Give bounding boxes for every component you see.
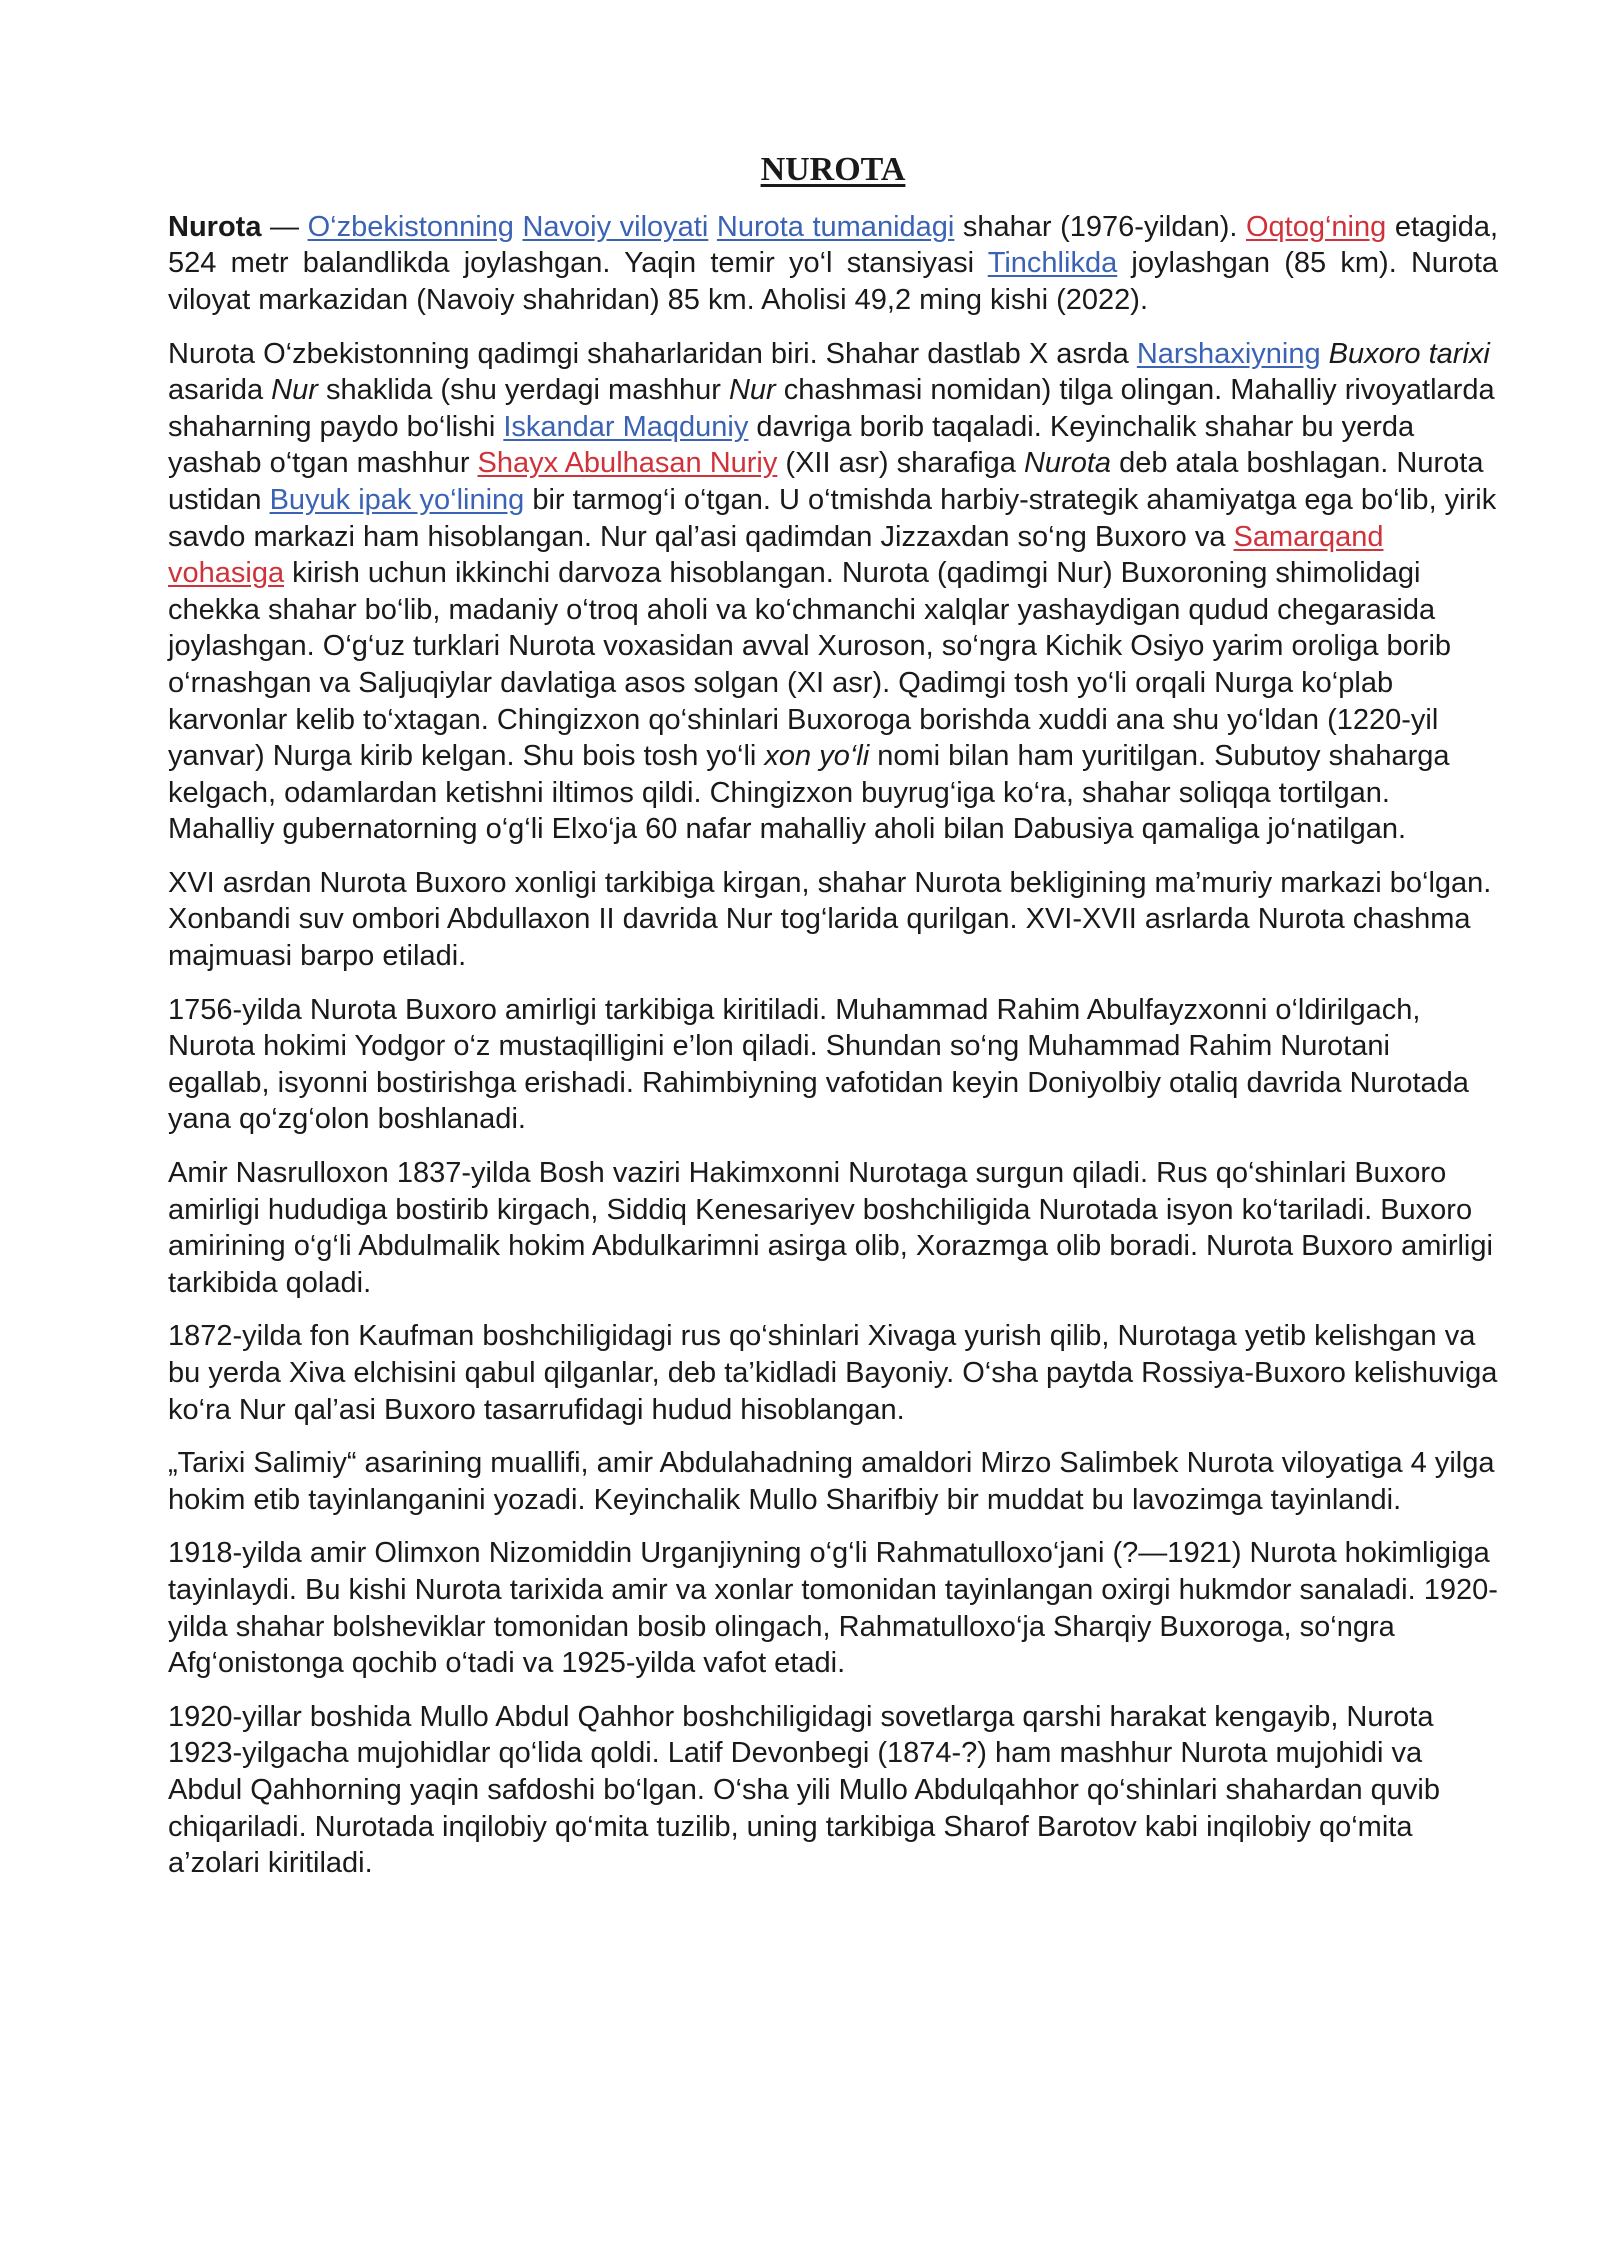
- link-uzbekiston[interactable]: O‘zbekistonning: [307, 210, 514, 243]
- paragraph-1918: 1918-yilda amir Olimxon Nizomiddin Urganjiyning o‘g‘li Rahmatulloxo‘jani (?—1921) Nurota hokimligiga tayinlaydi. Bu kishi Nurota tarixida amir va xonlar tomonidan tayinlangan oxirgi hukmdor sanaladi. 1920-yilda shahar bolsheviklar tomonidan bosib olingach, Rahmatulloxo‘ja Sharqiy Buxoroga, so‘ngra Afg‘onistonga qochib o‘tadi va 1925-yilda vafot etadi.: [168, 1537, 1498, 1680]
- paragraph-1837: Amir Nasrulloxon 1837-yilda Bosh vaziri Hakimxonni Nurotaga surgun qiladi. Rus qo‘shinlari Buxoro amirligi hududiga bostirib kirgach, Siddiq Kenesariyev boshchiligida Nurotada isyon ko‘tariladi. Buxoro amirining o‘g‘li Abdulmalik hokim Abdulkarimni asirga olib, Xorazmga olib boradi. Nurota Buxoro amirligi tarkibida qoladi.: [168, 1157, 1493, 1299]
- link-oqtog[interactable]: Oqtog‘ning: [1245, 210, 1387, 243]
- paragraph-tarixi-salimiy: „Tarixi Salimiy“ asarining muallifi, amir Abdulahadning amaldori Mirzo Salimbek Nurota viloyatiga 4 yilga hokim etib tayinlanganini yozadi. Keyinchalik Mullo Sharifbiy bir muddat bu lavozimga tayinlandi.: [168, 1447, 1495, 1516]
- paragraph-xvi-century: XVI asrdan Nurota Buxoro xonligi tarkibiga kirgan, shahar Nurota bekligining ma’muriy markazi bo‘lgan. Xonbandi suv ombori Abdullaxon II davrida Nur tog‘larida qurilgan. XVI-XVII asrlarda Nurota chashma majmuasi barpo etiladi.: [168, 866, 1492, 973]
- paragraph-1756: 1756-yilda Nurota Buxoro amirligi tarkibiga kiritiladi. Muhammad Rahim Abulfayzxonni o‘ldirilgach, Nurota hokimi Yodgor o‘z mustaqilligini e’lon qiladi. Shundan so‘ng Muhammad Rahim Nurotani egallab, isyonni bostirishga erishadi. Rahimbiyning vafotidan keyin Doniyolbiy otaliq davrida Nurotada yana qo‘zg‘olon boshlanadi.: [168, 993, 1469, 1136]
- link-nurota-tumani[interactable]: Nurota tumanidagi: [716, 210, 955, 243]
- term-nurota: Nurota: [168, 210, 262, 243]
- link-narshaxiy[interactable]: Narshaxiyning: [1136, 337, 1321, 370]
- paragraph-history: Nurota O‘zbekistonning qadimgi shaharlaridan biri. Shahar dastlab X asrda Narshaxiyning Buxoro tarixi asarida Nur shaklida (shu yerdagi mashhur Nur chashmasi nomidan) tilga olingan. Mahalliy rivoyatlarda shaharning paydo bo‘lishi Iskandar Maqduniy davriga borib taqaladi. Keyinchalik shahar bu yerda yashab o‘tgan mashhur Shayx Abulhasan Nuriy (XII asr) sharafiga Nurota deb atala boshlagan. Nurota ustidan Buyuk ipak yo‘lining bir tarmog‘i o‘tgan. U o‘tmishda harbiy-strategik ahamiyatga ega bo‘lib, yirik savdo markazi ham hisoblangan. Nur qal’asi qadimdan Jizzaxdan so‘ng Buxoro va Samarqand vohasiga kirish uchun ikkinchi darvoza hisoblangan. Nurota (qadimgi Nur) Buxoroning shimolidagi chekka shahar bo‘lib, madaniy o‘troq aholi va ko‘chmanchi xalqlar yashaydigan qudud chegarasida joylashgan. O‘g‘uz turklari Nurota voxasidan avval Xuroson, so‘ngra Kichik Osiyo yarim oroliga borib o‘rnashgan va Saljuqiylar davlatiga asos solgan (XI asr). Qadimgi tosh yo‘li orqali Nurga ko‘plab karvonlar kelib to‘xtagan. Chingizxon qo‘shinlari Buxoroga borishda xuddi ana shu yo‘ldan (1220-yil yanvar) Nurga kirib kelgan. Shu bois tosh yo‘li xon yo‘li nomi bilan ham yuritilgan. Subutoy shaharga kelgach, odamlardan ketishni iltimos qildi. Chingizxon buyrug‘iga ko‘ra, shahar soliqqa tortilgan. Mahalliy gubernatorning o‘g‘li Elxo‘ja 60 nafar mahalliy aholi bilan Dabusiya qamaliga jo‘natilgan.: [168, 337, 1497, 846]
- link-samarqand-vohasi[interactable]: Samarqand vohasiga: [168, 520, 1384, 590]
- link-shayx-abulhasan-nuriy[interactable]: Shayx Abulhasan Nuriy: [477, 447, 778, 480]
- link-buyuk-ipak-yoli[interactable]: Buyuk ipak yo‘lining: [269, 483, 525, 516]
- article: [168, 150, 1498, 1899]
- link-navoiy-viloyati[interactable]: Navoiy viloyati: [522, 210, 709, 243]
- link-tinchlik[interactable]: Tinchlikda: [987, 247, 1118, 280]
- paragraph-intro: Nurota — O‘zbekistonning Navoiy viloyati Nurota tumanidagi shahar (1976-yildan). Oqtog‘ning etagida, 524 metr balandlikda joylashgan. Yaqin temir yo‘l stansiyasi Tinchlikda joylashgan (85 km). Nurota viloyat markazidan (Navoiy shahridan) 85 km. Aholisi 49,2 ming kishi (2022).: [168, 210, 1499, 316]
- page-title: NUROTA: [760, 151, 906, 188]
- link-iskandar-maqduniy[interactable]: Iskandar Maqduniy: [503, 410, 749, 443]
- paragraph-1872: 1872-yilda fon Kaufman boshchiligidagi rus qo‘shinlari Xivaga yurish qilib, Nurotaga yetib kelishgan va bu yerda Xiva elchisini qabul qilganlar, deb ta’kidladi Bayoniy. O‘sha paytda Rossiya-Buxoro kelishuviga ko‘ra Nur qal’asi Buxoro tasarrufidagi hudud hisoblangan.: [168, 1320, 1498, 1426]
- paragraph-1920s: 1920-yillar boshida Mullo Abdul Qahhor boshchiligidagi sovetlarga qarshi harakat kengayib, Nurota 1923-yilgacha mujohidlar qo‘lida qoldi. Latif Devonbegi (1874-?) ham mashhur Nurota mujohidi va Abdul Qahhorning yaqin safdoshi bo‘lgan. O‘sha yili Mullo Abdulqahhor qo‘shinlari shahardan quvib chiqariladi. Nurotada inqilobiy qo‘mita tuzilib, uning tarkibiga Sharof Barotov kabi inqilobiy qo‘mita a’zolari kiritiladi.: [168, 1700, 1440, 1880]
